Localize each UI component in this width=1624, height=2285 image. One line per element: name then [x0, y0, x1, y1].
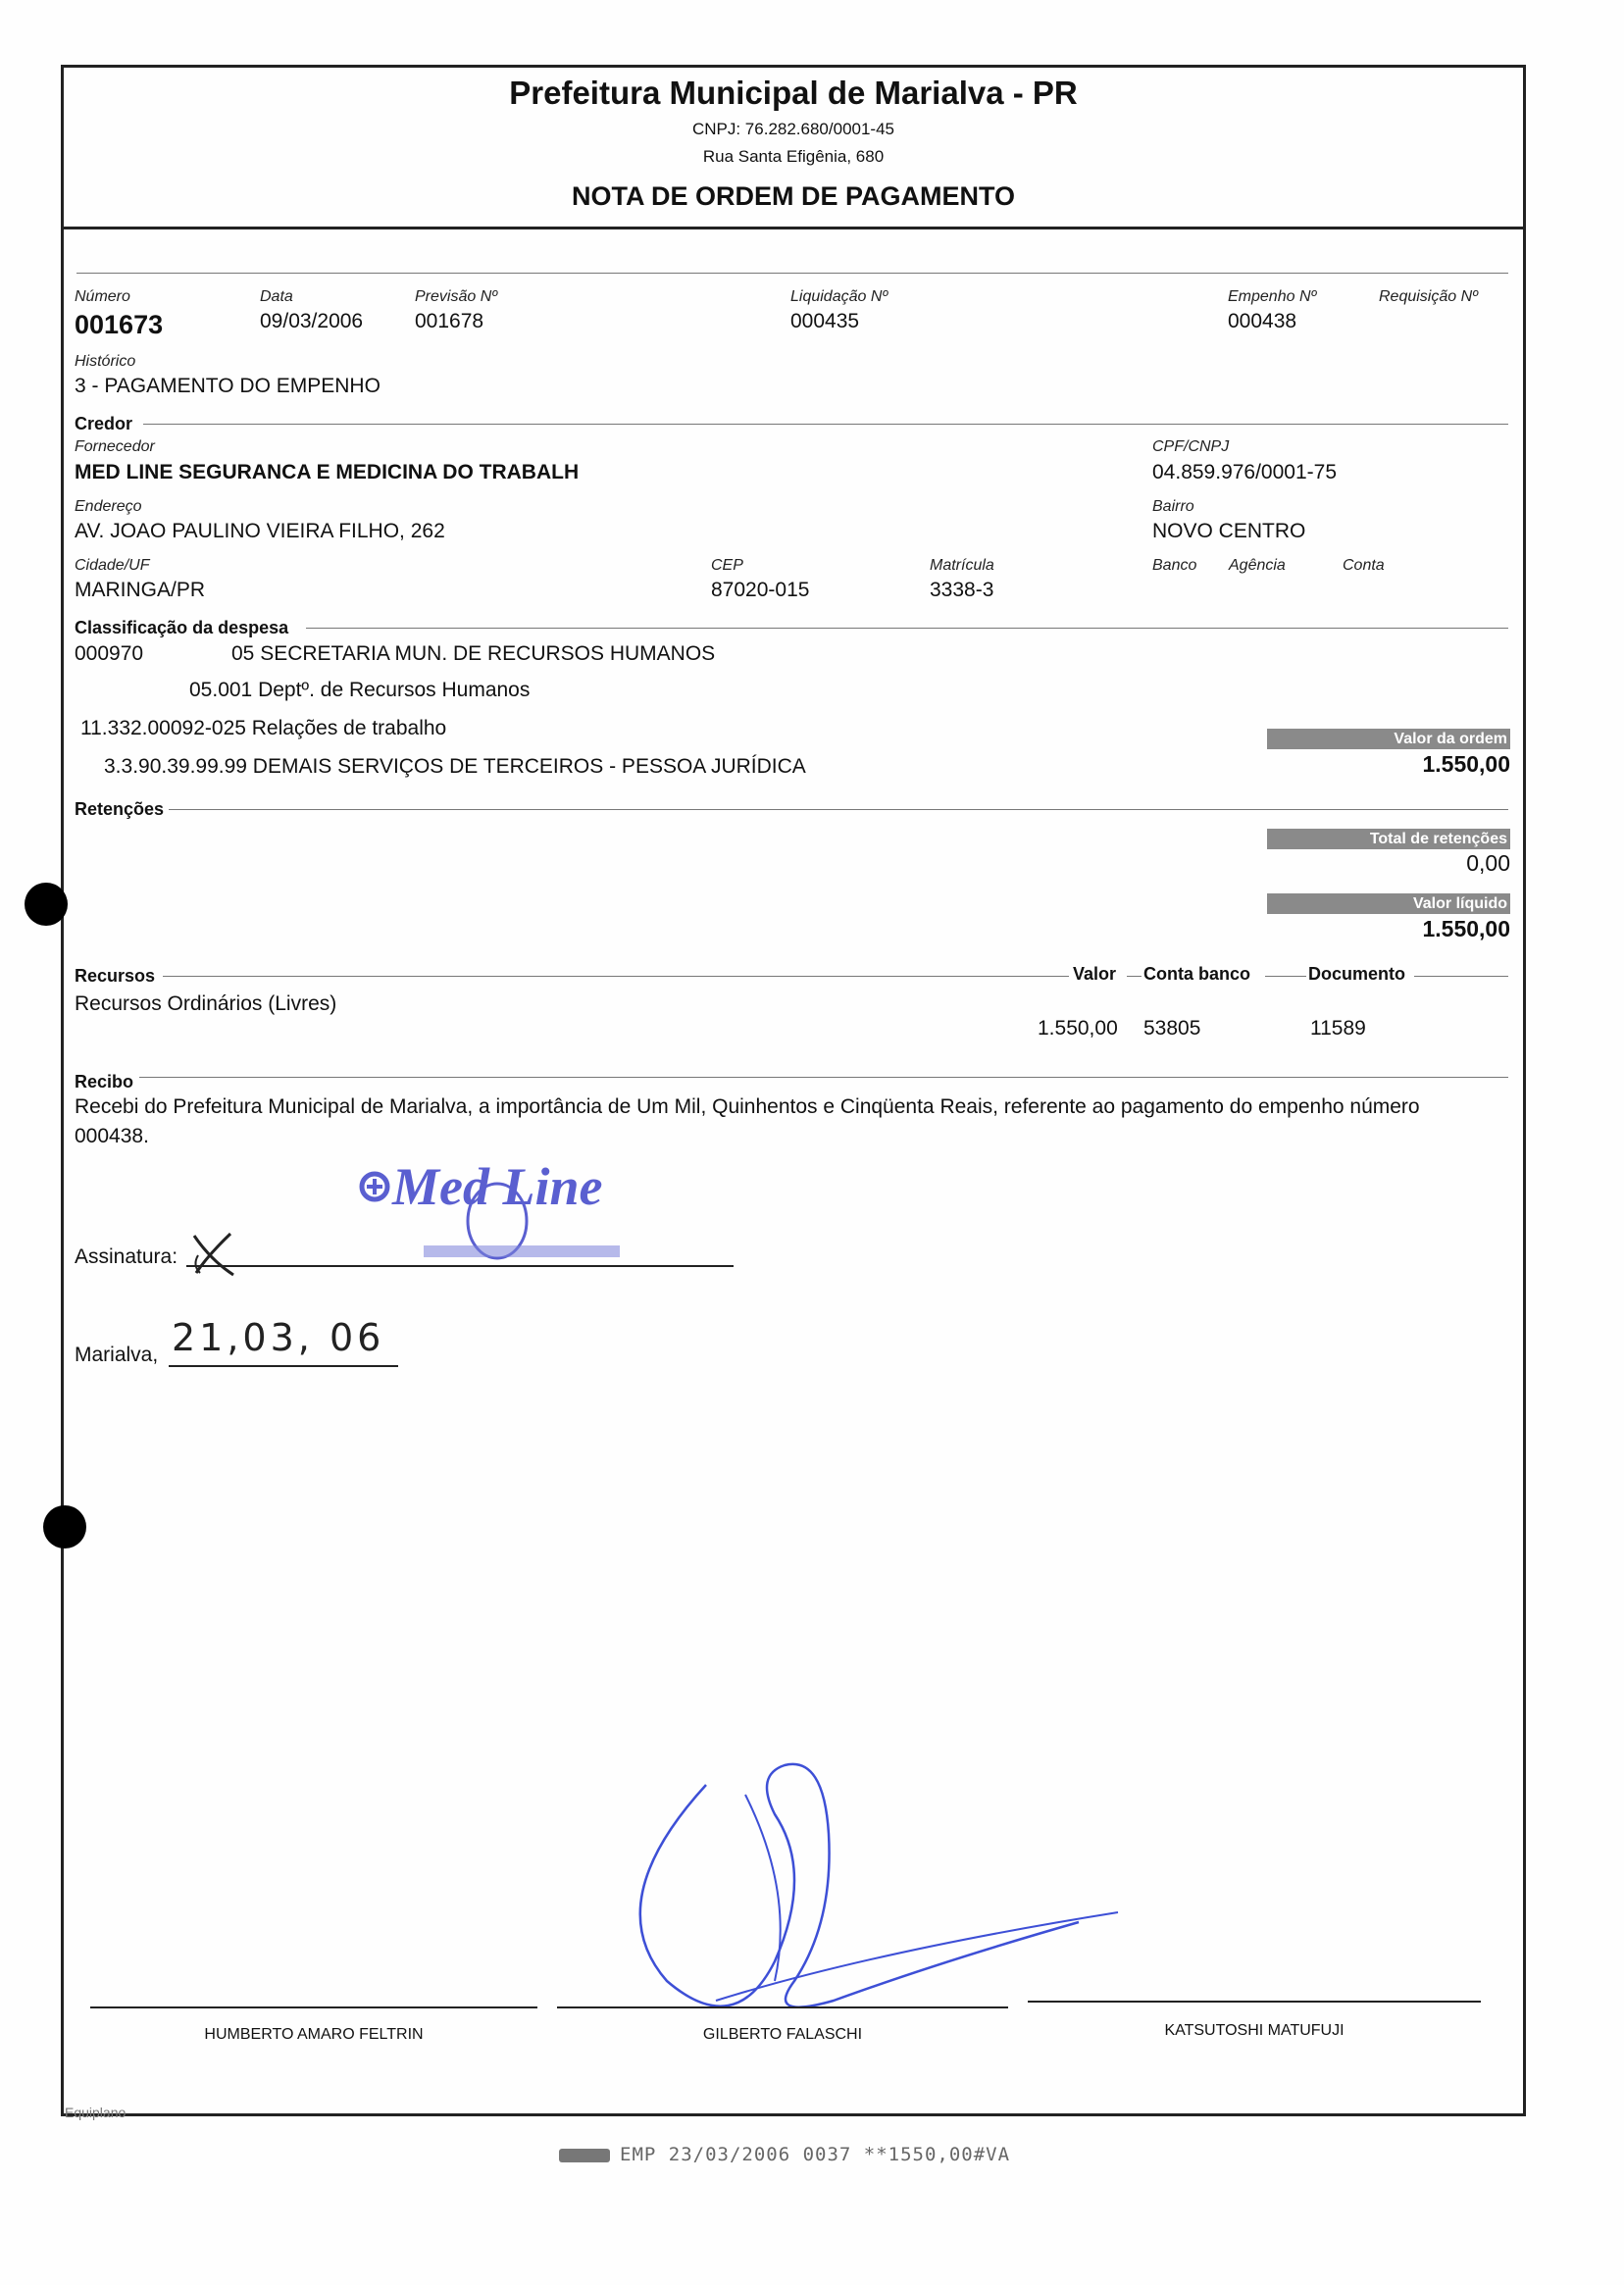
signature-line-2: [557, 2006, 1008, 2008]
credor-rule: [143, 424, 1508, 425]
assinatura-line: [186, 1265, 734, 1267]
punch-hole-mark: [25, 883, 68, 926]
agencia-label: Agência: [1229, 557, 1286, 574]
numero-label: Número: [75, 288, 130, 305]
classificacao-line2: 05.001 Deptº. de Recursos Humanos: [189, 679, 531, 701]
recursos-rule-4: [1414, 976, 1508, 977]
valor-liquido-label: Valor líquido: [1267, 893, 1510, 914]
recursos-valor: 1.550,00: [1038, 1017, 1118, 1040]
empenho-label: Empenho Nº: [1228, 288, 1317, 305]
cpf-label: CPF/CNPJ: [1152, 438, 1230, 455]
previsao-label: Previsão Nº: [415, 288, 498, 305]
liquidacao-value: 000435: [790, 310, 860, 332]
data-value: 09/03/2006: [260, 310, 364, 332]
bank-stamp-text: EMP 23/03/2006 0037 **1550,00#VA: [620, 2144, 1011, 2165]
recursos-rule-3: [1265, 976, 1306, 977]
marialva-label: Marialva,: [75, 1344, 159, 1366]
cep-label: CEP: [711, 557, 743, 574]
liquidacao-label: Liquidação Nº: [790, 288, 888, 305]
data-label: Data: [260, 288, 293, 305]
valor-ordem-label: Valor da ordem: [1267, 729, 1510, 749]
classificacao-section: Classificação da despesa: [75, 618, 289, 637]
fornecedor-value: MED LINE SEGURANCA E MEDICINA DO TRABALH: [75, 461, 580, 483]
recibo-section: Recibo: [75, 1072, 139, 1092]
fornecedor-label: Fornecedor: [75, 438, 155, 455]
address-line: Rua Santa Efigênia, 680: [702, 147, 885, 166]
endereco-label: Endereço: [75, 498, 142, 515]
historico-value: 3 - PAGAMENTO DO EMPENHO: [75, 375, 381, 397]
matricula-label: Matrícula: [930, 557, 994, 574]
header-separator: [61, 227, 1526, 229]
cep-value: 87020-015: [711, 579, 810, 601]
recibo-text: Recebi do Prefeitura Municipal de Marialva, a importância de Um Mil, Quinhentos e Cinqüenta Reais, referente ao pagamento do empenho número: [75, 1095, 1420, 1118]
signatory-2: GILBERTO FALASCHI: [702, 2026, 863, 2043]
signatory-1: HUMBERTO AMARO FELTRIN: [204, 2026, 424, 2043]
handwritten-signature: [628, 1755, 1157, 2050]
classificacao-line3: 11.332.00092-025 Relações de trabalho: [80, 717, 447, 739]
cidade-label: Cidade/UF: [75, 557, 150, 574]
recibo-empenho: 000438.: [75, 1125, 149, 1147]
total-retencoes-label: Total de retenções: [1267, 829, 1510, 849]
recursos-conta-label: Conta banco: [1143, 964, 1251, 984]
cpf-value: 04.859.976/0001-75: [1152, 461, 1338, 483]
credor-section: Credor: [75, 414, 133, 433]
recursos-documento-label: Documento: [1308, 964, 1405, 984]
classificacao-code: 000970: [75, 642, 144, 665]
ids-top-rule: [76, 273, 1508, 274]
conta-label: Conta: [1343, 557, 1385, 574]
previsao-value: 001678: [415, 310, 484, 332]
handwritten-date: 21,03, 06: [172, 1316, 385, 1359]
retencoes-rule: [169, 809, 1508, 810]
recursos-rule-2: [1127, 976, 1142, 977]
cnpj-line: CNPJ: 76.282.680/0001-45: [691, 120, 895, 138]
recursos-documento: 11589: [1310, 1017, 1366, 1040]
classificacao-line1: 05 SECRETARIA MUN. DE RECURSOS HUMANOS: [231, 642, 716, 665]
bank-stamp: [559, 2144, 1010, 2165]
cidade-value: MARINGA/PR: [75, 579, 206, 601]
assinatura-label: Assinatura:: [75, 1245, 178, 1268]
classificacao-rule: [306, 628, 1508, 629]
assinatura-x-mark: [186, 1226, 245, 1280]
equiplano-brand: Equiplano: [65, 2105, 127, 2120]
signature-line-3: [1028, 2001, 1481, 2003]
signatory-3: KATSUTOSHI MATUFUJI: [1164, 2022, 1345, 2039]
recursos-section: Recursos: [75, 966, 156, 986]
classificacao-line4: 3.3.90.39.99.99 DEMAIS SERVIÇOS DE TERCEIROS - PESSOA JURÍDICA: [104, 755, 806, 778]
municipality-title: Prefeitura Municipal de Marialva - PR: [509, 75, 1078, 111]
valor-liquido-value: 1.550,00: [1422, 916, 1510, 941]
date-line: [169, 1365, 398, 1367]
endereco-value: AV. JOAO PAULINO VIEIRA FILHO, 262: [75, 520, 445, 542]
stamp-logo-text: Med Line: [392, 1157, 603, 1216]
empenho-value: 000438: [1228, 310, 1297, 332]
bairro-label: Bairro: [1152, 498, 1194, 515]
requisicao-label: Requisição Nº: [1379, 288, 1478, 305]
recibo-rule: [75, 1077, 1508, 1078]
valor-ordem-value: 1.550,00: [1422, 751, 1510, 777]
bank-stamp-icon: [559, 2149, 610, 2162]
matricula-value: 3338-3: [930, 579, 994, 601]
bairro-value: NOVO CENTRO: [1152, 520, 1306, 542]
numero-value: 001673: [75, 310, 164, 339]
punch-hole-mark: [43, 1505, 86, 1549]
total-retencoes-value: 0,00: [1466, 850, 1510, 876]
recursos-fonte: Recursos Ordinários (Livres): [75, 992, 337, 1015]
recursos-conta: 53805: [1143, 1017, 1201, 1040]
company-stamp: [345, 1147, 688, 1290]
signature-line-1: [90, 2006, 537, 2008]
historico-label: Histórico: [75, 353, 136, 370]
retencoes-section: Retenções: [75, 799, 165, 819]
document-title: NOTA DE ORDEM DE PAGAMENTO: [571, 181, 1015, 211]
recursos-valor-label: Valor: [1073, 964, 1117, 984]
banco-label: Banco: [1152, 557, 1197, 574]
recursos-rule: [163, 976, 1069, 977]
